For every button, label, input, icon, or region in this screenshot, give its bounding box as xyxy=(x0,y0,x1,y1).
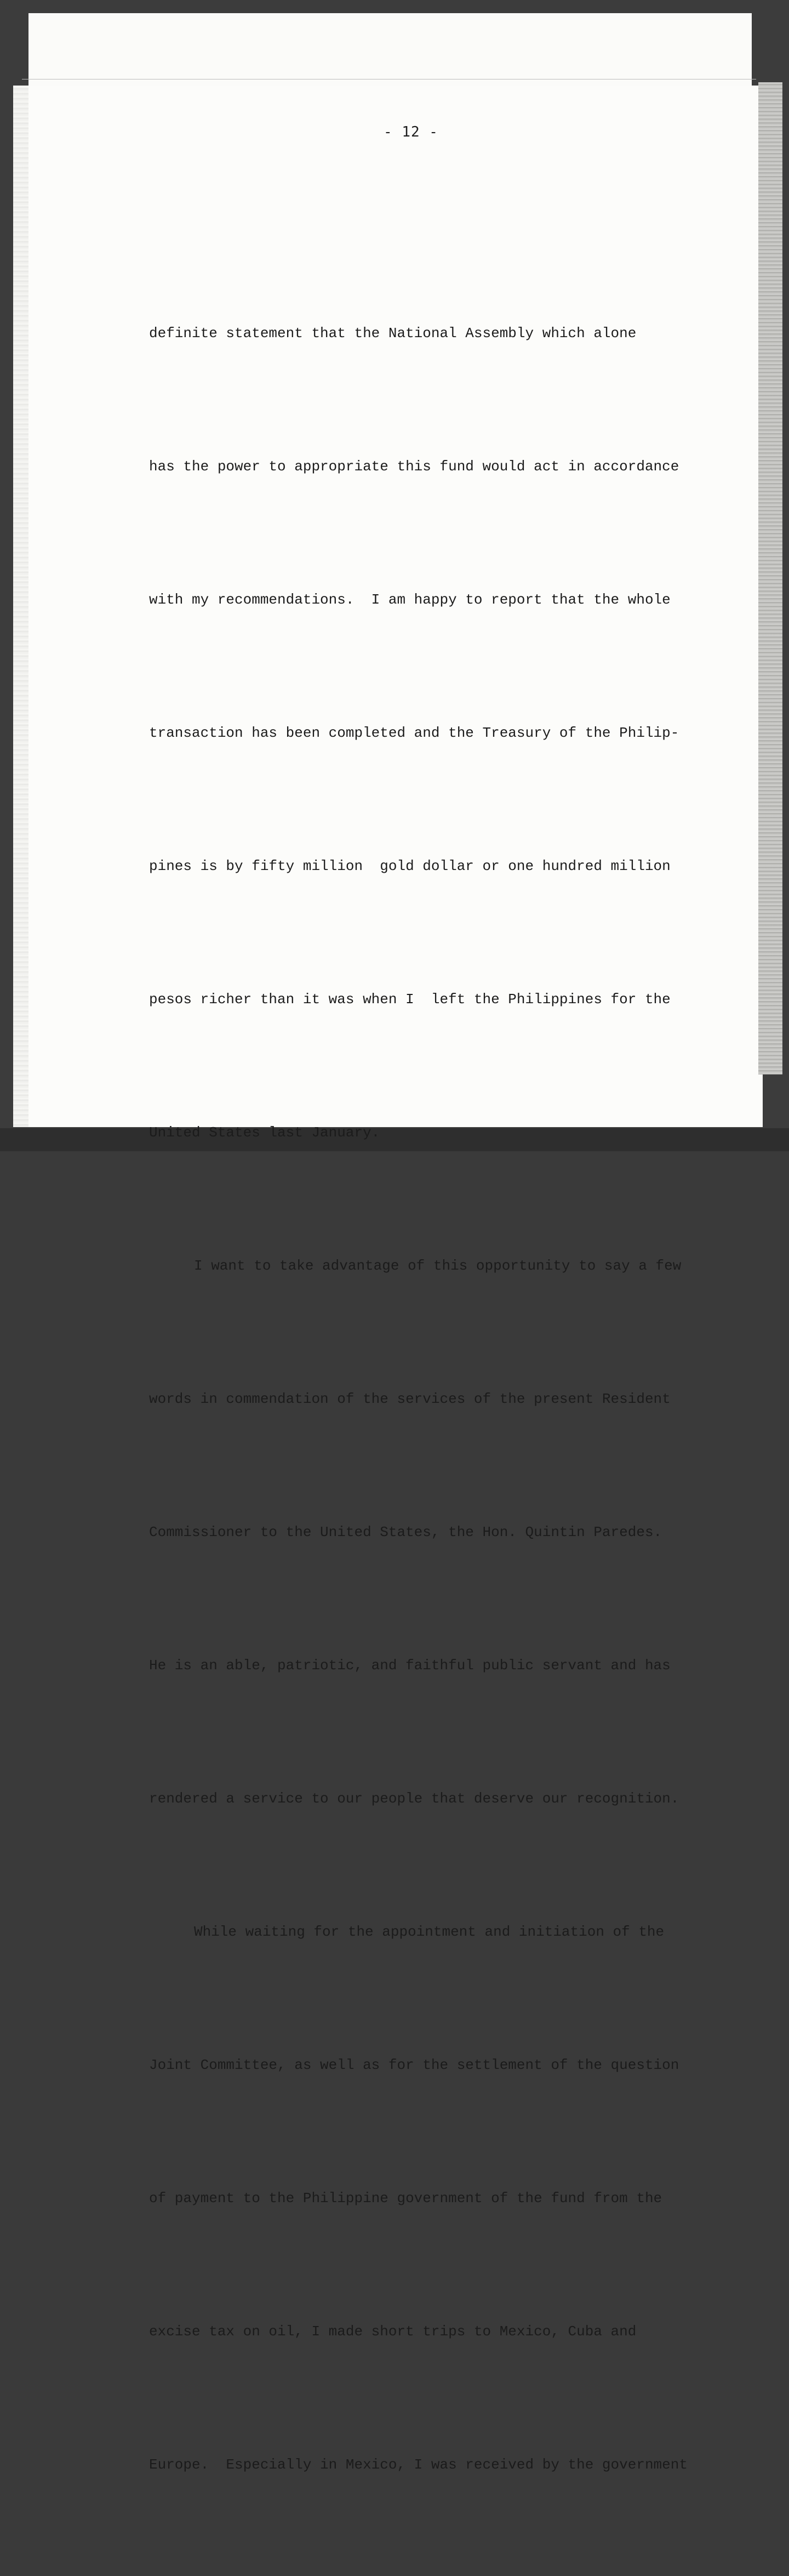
body-text xyxy=(149,223,730,2576)
text-line: has the power to appropriate this fund would act in accordance xyxy=(149,458,679,475)
text-line: definite statement that the National Assembly which alone xyxy=(149,325,637,342)
text-line: Joint Committee, as well as for the settlement of the question xyxy=(149,2057,679,2073)
page-number: - 12 - xyxy=(384,124,438,140)
paragraph-start-line: While waiting for the appointment and initiation of the xyxy=(194,1924,665,1940)
text-line: with my recommendations. I am happy to report that the whole xyxy=(149,592,671,608)
text-line: transaction has been completed and the Treasury of the Philip- xyxy=(149,725,679,741)
text-line: pines is by fifty million gold dollar or one hundred million xyxy=(149,858,671,874)
text-line: United States last January. xyxy=(149,1124,380,1141)
text-line: excise tax on oil, I made short trips to Mexico, Cuba and xyxy=(149,2323,637,2340)
text-line: rendered a service to our people that deserve our recognition. xyxy=(149,1790,679,1807)
page-left-edge xyxy=(13,86,28,1127)
text-line: Europe. Especially in Mexico, I was received by the government xyxy=(149,2456,688,2473)
text-line: Commissioner to the United States, the Hon. Quintin Paredes. xyxy=(149,1524,662,1540)
text-line: words in commendation of the services of the present Resident xyxy=(149,1391,671,1407)
text-line: He is an able, patriotic, and faithful public servant and has xyxy=(149,1657,671,1674)
paragraph-start-line: I want to take advantage of this opportunity to say a few xyxy=(194,1258,682,1274)
text-line: of payment to the Philippine government of the fund from the xyxy=(149,2190,662,2207)
page-right-edge xyxy=(758,82,782,1074)
underlying-sheet xyxy=(28,13,752,95)
text-line: pesos richer than it was when I left the Philippines for the xyxy=(149,991,671,1008)
